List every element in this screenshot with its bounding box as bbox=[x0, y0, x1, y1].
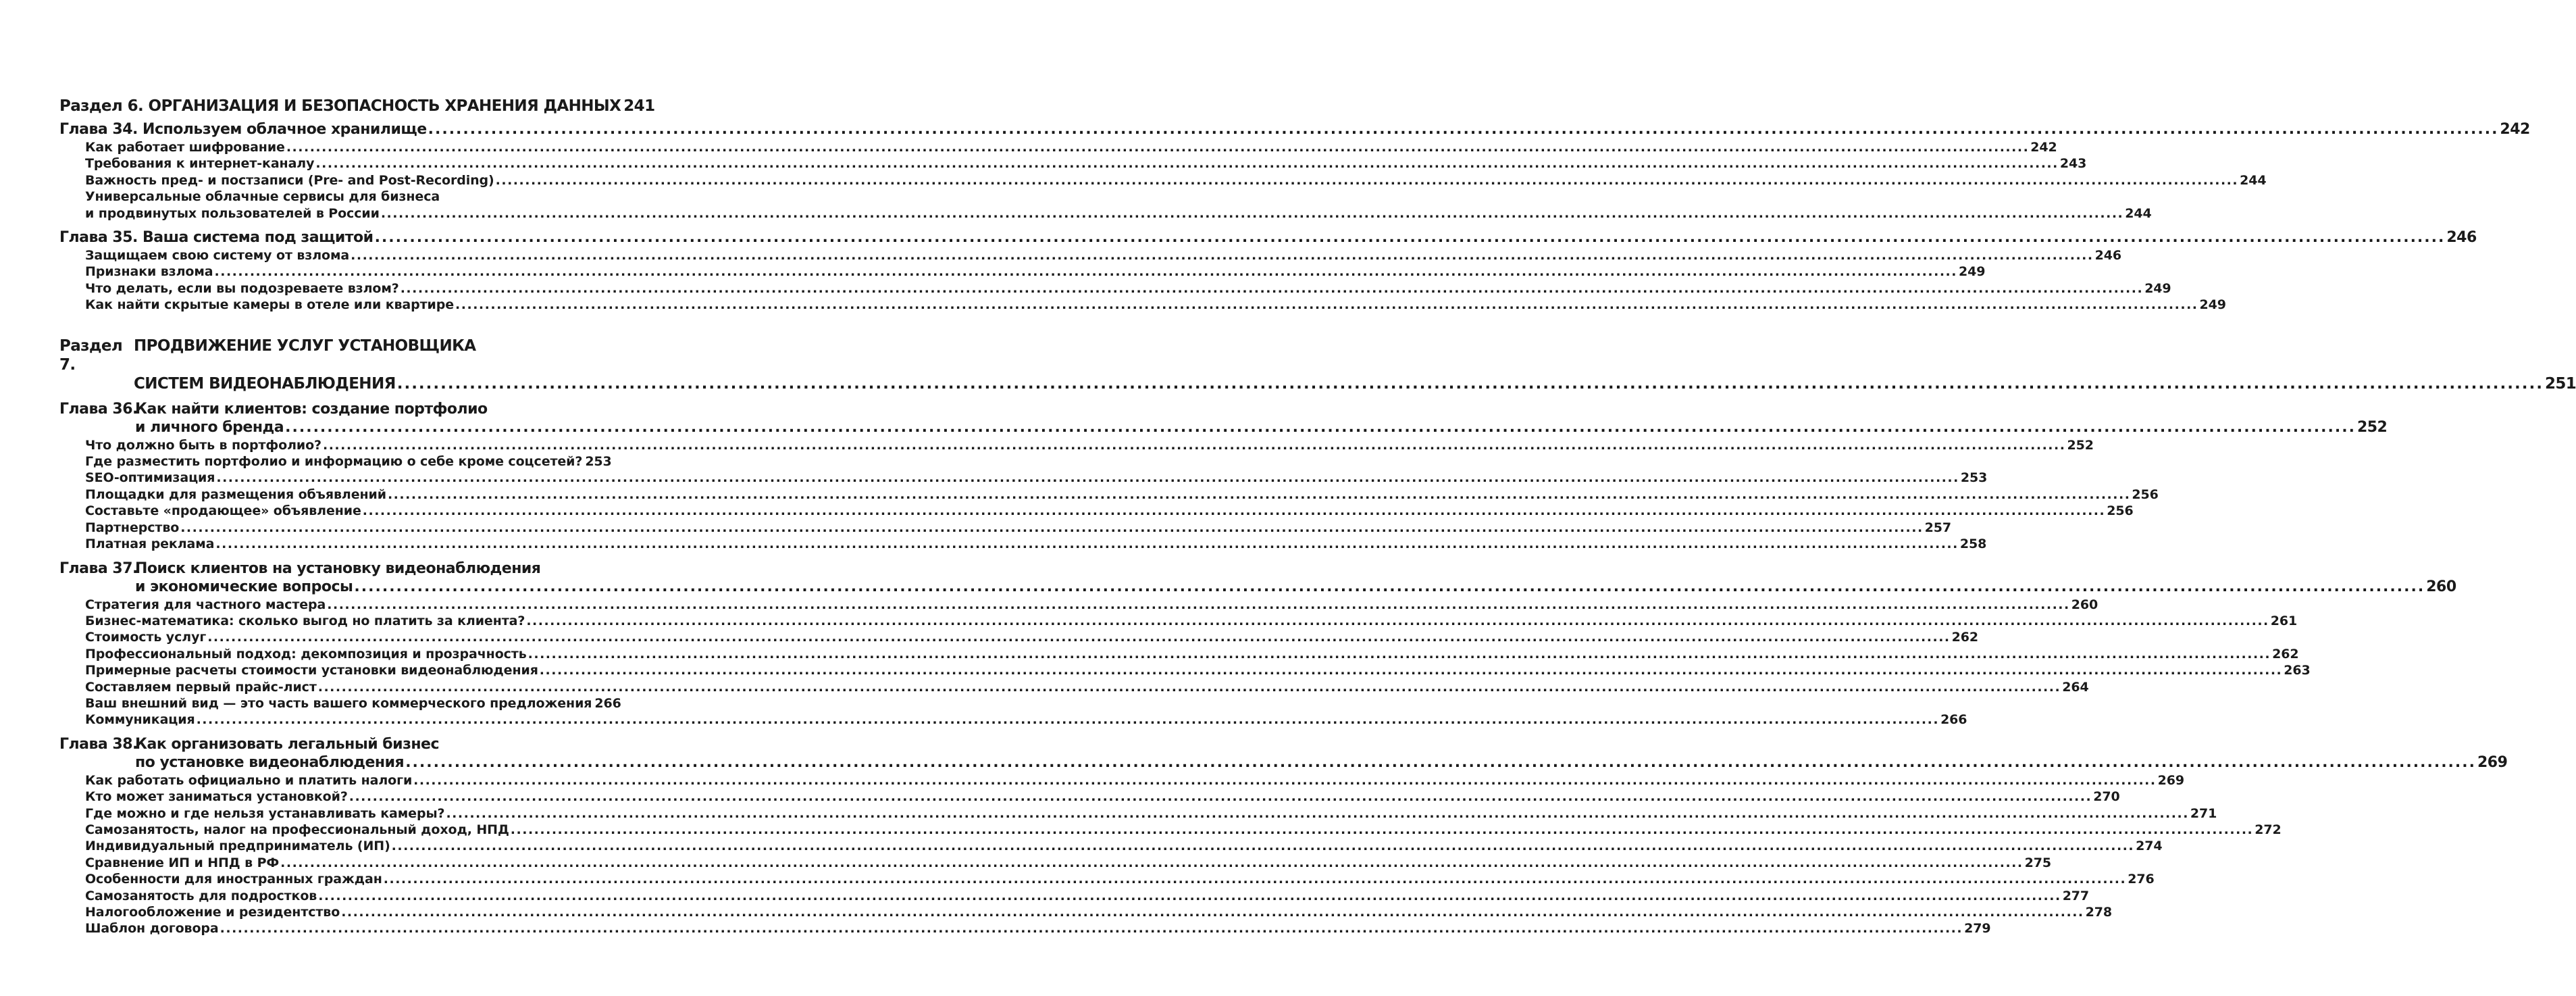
toc-dot-leader bbox=[315, 155, 2058, 172]
toc-dot-leader bbox=[318, 888, 2061, 904]
toc-item[interactable] bbox=[59, 520, 1952, 536]
toc-item-title: Платная реклама bbox=[85, 537, 215, 552]
toc-chapter-35 bbox=[59, 228, 2477, 314]
toc-dot-leader bbox=[392, 838, 2134, 854]
toc-section-6 bbox=[59, 97, 655, 116]
toc-page-number: 241 bbox=[623, 97, 655, 115]
toc-page-number: 261 bbox=[2270, 613, 2298, 628]
toc-dot-leader bbox=[215, 536, 1958, 552]
toc-item-title: Составляем первый прайс-лист bbox=[85, 679, 317, 695]
toc-item-title: Профессиональный подход: декомпозиция и прозрачность bbox=[85, 646, 527, 662]
toc-item-title: Где можно и где нельзя устанавливать камеры? bbox=[85, 805, 445, 821]
toc-item-title-line1: Универсальные облачные сервисы для бизнеса bbox=[85, 189, 440, 205]
toc-item-title: Что должно быть в портфолио? bbox=[85, 437, 321, 453]
toc-section-row[interactable] bbox=[59, 97, 655, 116]
toc-item-list bbox=[59, 597, 2311, 728]
toc-page-number: 251 bbox=[2544, 374, 2576, 393]
toc-dot-leader bbox=[428, 120, 2499, 139]
toc-chapter-prefix: Глава 36. bbox=[59, 400, 138, 418]
toc-item[interactable] bbox=[59, 871, 2155, 887]
toc-page-number: 270 bbox=[2093, 789, 2120, 805]
toc-page-number: 277 bbox=[2062, 888, 2090, 903]
toc-item-title: Индивидуальный предприниматель (ИП) bbox=[85, 839, 390, 854]
toc-item[interactable] bbox=[59, 679, 2089, 695]
toc-page-number: 269 bbox=[2157, 772, 2184, 788]
toc-dot-leader bbox=[318, 679, 2061, 695]
toc-dot-leader bbox=[280, 855, 2023, 871]
toc-page-number: 244 bbox=[2240, 172, 2267, 188]
toc-section-title: Раздел 6. ОРГАНИЗАЦИЯ И БЕЗОПАСНОСТЬ ХРАНЕНИЯ ДАННЫХ bbox=[59, 97, 621, 115]
toc-dot-leader bbox=[327, 597, 2069, 613]
toc-dot-leader bbox=[197, 712, 1939, 728]
toc-dot-leader bbox=[215, 264, 1957, 280]
toc-item-title: Защищаем свою систему от взлома bbox=[85, 248, 350, 264]
toc-item[interactable] bbox=[59, 139, 2057, 155]
toc-chapter-36 bbox=[59, 400, 2388, 553]
toc-page-number: 256 bbox=[2107, 503, 2134, 519]
toc-page-number: 263 bbox=[2284, 663, 2311, 678]
toc-item-title: Требования к интернет-каналу bbox=[85, 156, 315, 172]
toc-chapter-title: Глава 35. Ваша система под защитой bbox=[59, 229, 373, 247]
toc-dot-leader bbox=[363, 503, 2105, 519]
toc-item[interactable] bbox=[59, 247, 2121, 264]
toc-chapter-title-line2: по установке видеонаблюдения bbox=[135, 753, 405, 771]
toc-dot-leader bbox=[285, 418, 2356, 437]
toc-page-number: 274 bbox=[2136, 839, 2163, 854]
toc-item[interactable] bbox=[59, 487, 2159, 503]
toc-dot-leader bbox=[323, 437, 2065, 453]
toc-item-title: Коммуникация bbox=[85, 712, 195, 728]
toc-page-number: 253 bbox=[1960, 470, 1988, 486]
toc-section-prefix: Раздел 7. bbox=[59, 337, 123, 374]
toc-item-title: SEO-оптимизация bbox=[85, 470, 215, 486]
toc-dot-leader bbox=[375, 228, 2446, 247]
toc-chapter-38 bbox=[59, 735, 2508, 937]
toc-item-title: Налогообложение и резидентство bbox=[85, 905, 340, 920]
toc-item-title: Самозанятость для подростков bbox=[85, 888, 317, 903]
toc-dot-leader bbox=[216, 470, 1959, 486]
toc-item[interactable] bbox=[59, 904, 2113, 920]
toc-dot-leader bbox=[180, 520, 1923, 536]
toc-page-number: 266 bbox=[594, 695, 621, 711]
toc-item[interactable] bbox=[59, 503, 2134, 519]
toc-page-number: 258 bbox=[1959, 537, 1987, 552]
toc-item[interactable] bbox=[59, 155, 2087, 172]
toc-chapter-row[interactable] bbox=[59, 578, 2456, 596]
toc-dot-leader bbox=[496, 172, 2238, 189]
toc-dot-leader bbox=[381, 205, 2123, 222]
toc-dot-leader bbox=[528, 646, 2271, 662]
toc-item[interactable] bbox=[59, 888, 2090, 904]
toc-page-number: 276 bbox=[2128, 872, 2155, 887]
toc-page-number: 242 bbox=[2500, 121, 2530, 138]
toc-page-number: 249 bbox=[1958, 264, 1986, 280]
toc-item[interactable] bbox=[59, 805, 2217, 822]
toc-page-number: 264 bbox=[2062, 679, 2089, 695]
toc-dot-leader bbox=[351, 247, 2093, 264]
toc-page-number: 246 bbox=[2094, 248, 2121, 264]
toc-item[interactable] bbox=[59, 920, 1991, 937]
toc-dot-leader bbox=[354, 578, 2425, 596]
toc-item[interactable] bbox=[59, 297, 2226, 313]
toc-item[interactable] bbox=[59, 264, 1986, 280]
toc-item[interactable] bbox=[59, 662, 2311, 678]
toc-item-title: Как работает шифрование bbox=[85, 140, 285, 155]
toc-item-title: Где разместить портфолио и информацию о себе кроме соцсетей? bbox=[85, 454, 583, 470]
toc-page-number: 275 bbox=[2024, 855, 2051, 870]
toc-item-title: Ваш внешний вид — это часть вашего коммерческого предложения bbox=[85, 695, 592, 711]
toc-item-title: Шаблон договора bbox=[85, 921, 219, 937]
toc-item[interactable] bbox=[59, 712, 1967, 728]
toc-dot-leader bbox=[526, 613, 2269, 629]
toc-page-number: 262 bbox=[2272, 646, 2299, 662]
toc-item-title: Как работать официально и платить налоги bbox=[85, 772, 413, 788]
toc-page-number: 256 bbox=[2132, 487, 2159, 502]
toc-chapter-title-line1: Как найти клиентов: создание портфолио bbox=[135, 400, 488, 418]
toc-item[interactable] bbox=[59, 646, 2299, 662]
toc-chapter-row[interactable] bbox=[59, 753, 2508, 772]
toc-page-number: 246 bbox=[2446, 229, 2477, 247]
toc-item[interactable] bbox=[59, 597, 2098, 613]
toc-item-list bbox=[59, 139, 2267, 222]
toc-section-title-line1: ПРОДВИЖЕНИЕ УСЛУГ УСТАНОВЩИКА bbox=[134, 337, 476, 355]
toc-chapter-title-line1: Поиск клиентов на установку видеонаблюдения bbox=[135, 559, 541, 577]
toc-chapter-title-line1: Как организовать легальный бизнес bbox=[135, 735, 440, 753]
toc-page-number: 272 bbox=[2255, 822, 2282, 837]
toc-chapter-title-line2: и экономические вопросы bbox=[135, 578, 353, 595]
toc-page-number: 269 bbox=[2477, 753, 2508, 771]
toc-dot-leader bbox=[405, 753, 2476, 772]
toc-dot-leader bbox=[540, 662, 2282, 678]
toc-section-7 bbox=[59, 337, 2576, 393]
toc-item-title: Признаки взлома bbox=[85, 264, 213, 280]
toc-chapter-prefix: Глава 38. bbox=[59, 735, 138, 753]
toc-dot-leader bbox=[455, 297, 2198, 313]
toc-item-list bbox=[59, 247, 2226, 314]
toc-chapter-prefix: Глава 37. bbox=[59, 559, 138, 577]
toc-page-number: 257 bbox=[1924, 520, 1952, 535]
toc-page-number: 260 bbox=[2426, 578, 2456, 595]
toc-item-title: Самозанятость, налог на профессиональный доход, НПД bbox=[85, 822, 509, 837]
toc-item-title: Примерные расчеты стоимости установки видеонаблюдения bbox=[85, 663, 538, 678]
toc-page-number: 249 bbox=[2144, 280, 2171, 296]
toc-item[interactable] bbox=[59, 838, 2163, 854]
toc-item[interactable] bbox=[59, 172, 2267, 189]
toc-item-title: Как найти скрытые камеры в отеле или квартире bbox=[85, 297, 455, 313]
toc-page-number: 260 bbox=[2071, 597, 2098, 612]
toc-item-title: Партнерство bbox=[85, 520, 180, 535]
toc-item[interactable] bbox=[59, 437, 2094, 453]
toc-page-number: 252 bbox=[2356, 418, 2388, 436]
section-spacer bbox=[59, 314, 604, 337]
toc-chapter-row[interactable] bbox=[59, 418, 2388, 437]
toc-section-row[interactable] bbox=[59, 374, 2576, 393]
toc-item-title: и продвинутых пользователей в России bbox=[85, 205, 380, 221]
toc-page-number: 244 bbox=[2125, 205, 2152, 221]
toc-dot-leader bbox=[220, 920, 1963, 937]
toc-dot-leader bbox=[413, 772, 2156, 789]
toc-item[interactable] bbox=[59, 470, 1988, 486]
toc-item[interactable] bbox=[59, 789, 2120, 805]
toc-item[interactable] bbox=[59, 280, 2171, 297]
toc-dot-leader bbox=[511, 822, 2253, 838]
toc-dot-leader bbox=[397, 374, 2544, 393]
toc-section-title-line2: СИСТЕМ ВИДЕОНАБЛЮДЕНИЯ bbox=[134, 374, 396, 393]
toc-page-number: 249 bbox=[2199, 297, 2226, 313]
toc-item-title: Стратегия для частного мастера bbox=[85, 597, 326, 612]
toc-item[interactable] bbox=[59, 536, 1987, 552]
toc-item-title: Особенности для иностранных граждан bbox=[85, 872, 382, 887]
toc-page-number: 279 bbox=[1964, 921, 1991, 937]
toc-dot-leader bbox=[341, 904, 2084, 920]
toc-item[interactable] bbox=[59, 695, 621, 712]
toc-item[interactable] bbox=[59, 189, 2152, 222]
toc-item-title: Кто может заниматься установкой? bbox=[85, 789, 348, 805]
toc-dot-leader bbox=[286, 139, 2029, 155]
toc-page-number: 271 bbox=[2190, 805, 2217, 821]
toc-chapter-34 bbox=[59, 120, 2530, 222]
toc-item[interactable] bbox=[59, 822, 2282, 838]
toc-chapter-row[interactable] bbox=[59, 228, 2477, 247]
toc-item-title: Стоимость услуг bbox=[85, 630, 207, 645]
toc-page bbox=[59, 97, 2576, 937]
toc-item[interactable] bbox=[59, 772, 2184, 789]
toc-item-list bbox=[59, 772, 2282, 937]
toc-item[interactable] bbox=[59, 629, 1979, 645]
toc-page-number: 243 bbox=[2059, 156, 2087, 172]
toc-item-list bbox=[59, 437, 2159, 553]
toc-page-number: 278 bbox=[2085, 905, 2113, 920]
toc-chapter-title: Глава 34. Используем облачное хранилище bbox=[59, 121, 427, 138]
toc-item-title: Что делать, если вы подозреваете взлом? bbox=[85, 280, 399, 296]
toc-item[interactable] bbox=[59, 855, 2051, 871]
toc-page-number: 252 bbox=[2067, 437, 2094, 453]
toc-item-title: Важность пред- и постзаписи (Pre- and Post-Recording) bbox=[85, 172, 494, 188]
toc-chapter-title-line2: и личного бренда bbox=[135, 418, 284, 436]
toc-item[interactable] bbox=[59, 613, 2298, 629]
toc-item-title: Бизнес-математика: сколько выгод но платить за клиента? bbox=[85, 613, 525, 628]
toc-dot-leader bbox=[384, 871, 2126, 887]
toc-dot-leader bbox=[388, 487, 2130, 503]
toc-dot-leader bbox=[446, 805, 2188, 822]
toc-dot-leader bbox=[401, 280, 2143, 297]
toc-item-title: Площадки для размещения объявлений bbox=[85, 487, 386, 502]
toc-dot-leader bbox=[349, 789, 2092, 805]
toc-page-number: 262 bbox=[1951, 630, 1979, 645]
toc-item[interactable] bbox=[59, 453, 612, 470]
toc-item-title: Составьте «продающее» объявление bbox=[85, 503, 361, 519]
toc-page-number: 242 bbox=[2030, 140, 2057, 155]
toc-page-number: 253 bbox=[585, 454, 612, 470]
toc-chapter-37 bbox=[59, 559, 2456, 728]
toc-page-number: 266 bbox=[1940, 712, 1967, 728]
toc-item-title: Сравнение ИП и НПД в РФ bbox=[85, 855, 280, 870]
toc-dot-leader bbox=[207, 629, 1950, 645]
toc-chapter-row[interactable] bbox=[59, 120, 2530, 139]
